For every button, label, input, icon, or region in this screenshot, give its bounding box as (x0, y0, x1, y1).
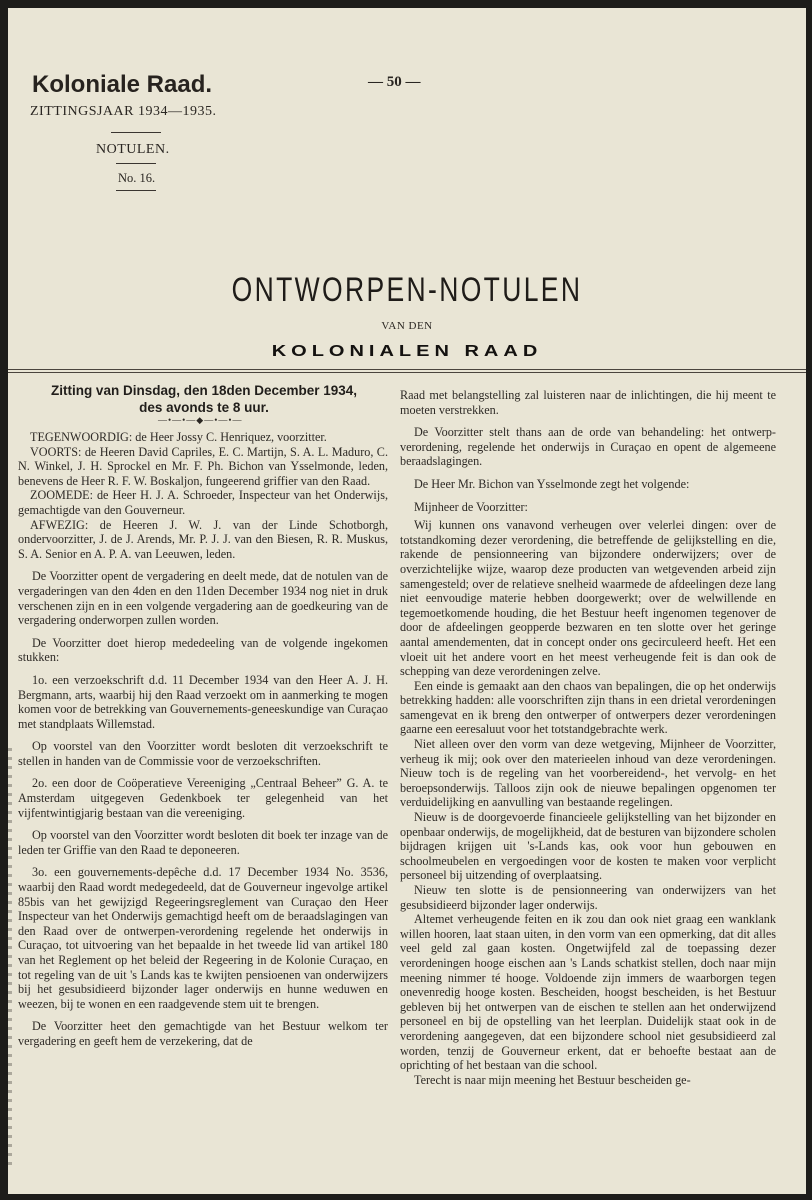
council-title: Koloniale Raad. (32, 71, 213, 98)
divider (116, 163, 156, 164)
paragraph: Nieuw ten slotte is de pensionneering van onderwijzers van het gesubsidieerd bijzonder lager onderwijs. (400, 883, 776, 912)
issue-number: No. 16. (118, 171, 156, 185)
binding-edge (8, 748, 12, 1168)
divider (8, 369, 806, 370)
presence-present: TEGENWOORDIG: de Heer Jossy C. Henriquez, voorzitter. (30, 430, 327, 444)
session-heading-line2: des avonds te 8 uur. (139, 400, 269, 415)
page-number: — 50 — (368, 74, 421, 90)
presence-further: ZOOMEDE: de Heer H. J. A. Schroeder, Inspecteur van het Onderwijs, gemachtigde van den Gouverneur. (18, 488, 388, 517)
paragraph: De Heer Mr. Bichon van Ysselmonde zegt het volgende: (414, 476, 690, 491)
paragraph: Op voorstel van den Voorzitter wordt besloten dit boek ter inzage van de leden ter Griffie van den Raad te deponeeren. (18, 828, 388, 857)
left-column (18, 430, 388, 1057)
presence-also: VOORTS: de Heeren David Capriles, E. C. Martijn, S. A. L. Maduro, C. N. Winkel, J. H. Sprockel en Mr. F. Ph. Bichon van Ysselmonde, leden, benevens de Heer R. F. W. Boskaljon, fungeerend griffier van den Raad. (18, 444, 388, 488)
paragraph: De Voorzitter stelt thans aan de orde van behandeling: het ontwerp-verordening, regelende het onderwijs in Curaçao en opent de algemeene beraadslagingen. (400, 425, 776, 469)
paragraph: 1o. een verzoekschrift d.d. 11 December 1934 van den Heer A. J. H. Bergmann, arts, waarbij hij den Raad verzoekt om in aanmerking te mogen komen voor de betrekking van Gouvernements-geneeskundige van Curaçao met standplaats Willemstad. (18, 672, 388, 731)
paragraph: De Voorzitter heet den gemachtigde van het Bestuur welkom ter vergadering en geeft hem de verzekering, dat de (18, 1019, 388, 1048)
paragraph: 3o. een gouvernements-depêche d.d. 17 December 1934 No. 3536, waarbij den Raad wordt medegedeeld, dat de Gouverneur ingevolge artikel 85bis van het gewijzigd Regeeringsreglement van Curaçao den Heer Inspecteur van het Onderwijs gemachtigd heeft om de beraadslagingen van den Raad over de ontwerpen-verordening regelende het onderwijs in Curaçao, tot uitvoering van het bepaalde in het tweede lid van artikel 180 van het Reglement op het beleid der Regeering in de Kolonie Curaçao, en tot regeling van de uit 's Lands kas te kwijten pensioenen van onderwijzers bij het gesubsidieerd bijzonder lager onderwijs en hunne weduwen en weezen, bij te wonen en een raadgevende stem uit te brengen. (18, 865, 388, 1011)
paragraph: Altemet verheugende feiten en ik zou dan ook niet graag een wanklank willen hooren, laat staan uiten, in den vorm van een opmerking, dat dit alles veel geld zal gaan kosten. Ongetwijfeld zal de toepassing dezer verordeningen hooge eischen aan 's Lands schatkist stellen, doch naar mijn meening nimmer té hooge. Voldoende zijn immers de waarborgen tegen onevenredig hooge kosten. Bescheiden, hoogst bescheiden, is het Bestuur gebleven bij het ontwerpen van de eischen te stellen aan het onderwijzend personeel en bij de opstelling van het leerplan. Duidelijk staat ook in de verordening aangegeven, dat een bijzondere school niet gesubsidieerd zal worden, tenzij de Gouverneur erkent, dat er behoefte bestaat aan de oprichting of het bestaan van die school. (400, 912, 776, 1073)
right-column (400, 388, 776, 1087)
masthead-banner: KOLONIALEN RAAD (271, 342, 543, 360)
paragraph: Op voorstel van den Voorzitter wordt besloten dit verzoekschrift te stellen in handen van de Commissie voor de verzoekschriften. (18, 739, 388, 768)
paragraph: Nieuw is de doorgevoerde financieele gelijkstelling van het bijzonder en openbaar onderwijs, de mogelijkheid, dat de besturen van bijzondere scholen bijdragen krijgen uit 's-Lands kas, ook voor hun gebouwen en schoolmeubelen en vergoedingen voor de kosten te maken voor verplicht personeel bij uitzending of overplaatsing. (400, 810, 776, 883)
paragraph: 2o. een door de Coöperatieve Vereeniging „Centraal Beheer” G. A. te Amsterdam uitgegeven Gedenkboek ter gelegenheid van het vijfentwintigjarig bestaan van die vereeniging. (18, 776, 388, 820)
masthead-title: ONTWORPEN-NOTULEN (231, 271, 583, 309)
presence-list (18, 430, 388, 561)
document-page (8, 8, 806, 1194)
session-heading-line1: Zitting van Dinsdag, den 18den December 1934, (50, 383, 358, 398)
divider (8, 372, 806, 373)
presence-absent: AFWEZIG: de Heeren J. W. J. van der Linde Schotborgh, ondervoorzitter, J. de J. Arends, Mr. P. J. J. van den Biesen, R. R. Muskus, S. A. Senior en A. P. A. van Leeuwen, leden. (18, 517, 388, 561)
paragraph: Niet alleen over den vorm van deze wetgeving, Mijnheer de Voorzitter, verheug ik mij; ook over den materieelen inhoud van deze verordeningen. Nieuw toch is de regeling van het voorbereidend-, het vervolg- en het beroepsonderwijs. Talloos zijn ook de nieuwe bepalingen opgenomen ter verduidelijking en aanvulling van bestaande regelingen. (400, 737, 776, 810)
paragraph: Een einde is gemaakt aan den chaos van bepalingen, die op het onderwijs betrekking hadden: alle voorschriften zijn thans in een drietal verordeningen samengevat en ik breng den ontwerper of ontwerpers dezer verordeningen gaarne een eeresaluut voor het totstandgebrachte werk. (400, 678, 776, 737)
session-heading (22, 382, 386, 416)
paragraph: Terecht is naar mijn meening het Bestuur bescheiden ge- (414, 1072, 691, 1087)
notulen-label: NOTULEN. (96, 142, 170, 157)
paragraph: Raad met belangstelling zal luisteren naar de inlichtingen, die hij meent te moeten verstrekken. (400, 388, 776, 417)
heading-ornament: —•—•—◆—•—•— (158, 415, 243, 425)
masthead-van-den: VAN DEN (381, 320, 433, 332)
paragraph: Wij kunnen ons vanavond verheugen over velerlei dingen: over de totstandkoming dezer verordening, die betreffende de gelijkstelling en die, rakende de pensionneering van bijzondere onderwijzers; over de overzichtelijke wijze, waarop deze producten van wetgevenden arbeid zijn samengesteld; over de relatieve snelheid waarmede de afdeelingen deze lang niet eenvoudige materie hebben doorgewerkt; over de welwillende en tegemoetkomende houding, die het Bestuur heeft ingenomen tegenover de door de afdeelingen geopperde bezwaren en ten slotte over het geringe aantal amendementen, dat in concept onder ons gecirculeerd heeft. Het een vloeit uit het andere voort en het meest verheugende feit is dan ook de schepping van deze verordeningen zelve. (400, 518, 776, 679)
paragraph: De Voorzitter doet hierop mededeeling van de volgende ingekomen stukken: (18, 635, 388, 665)
divider (111, 132, 161, 133)
paragraph: Mijnheer de Voorzitter: (414, 499, 528, 514)
session-year: ZITTINGSJAAR 1934—1935. (30, 104, 217, 119)
divider (116, 190, 156, 191)
paragraph: De Voorzitter opent de vergadering en deelt mede, dat de notulen van de vergaderingen van den 4den en den 11den December 1934 nog niet in druk verschenen zijn en in een volgende vergadering aan de goedkeuring van de vergadering onderworpen zullen worden. (18, 569, 388, 628)
